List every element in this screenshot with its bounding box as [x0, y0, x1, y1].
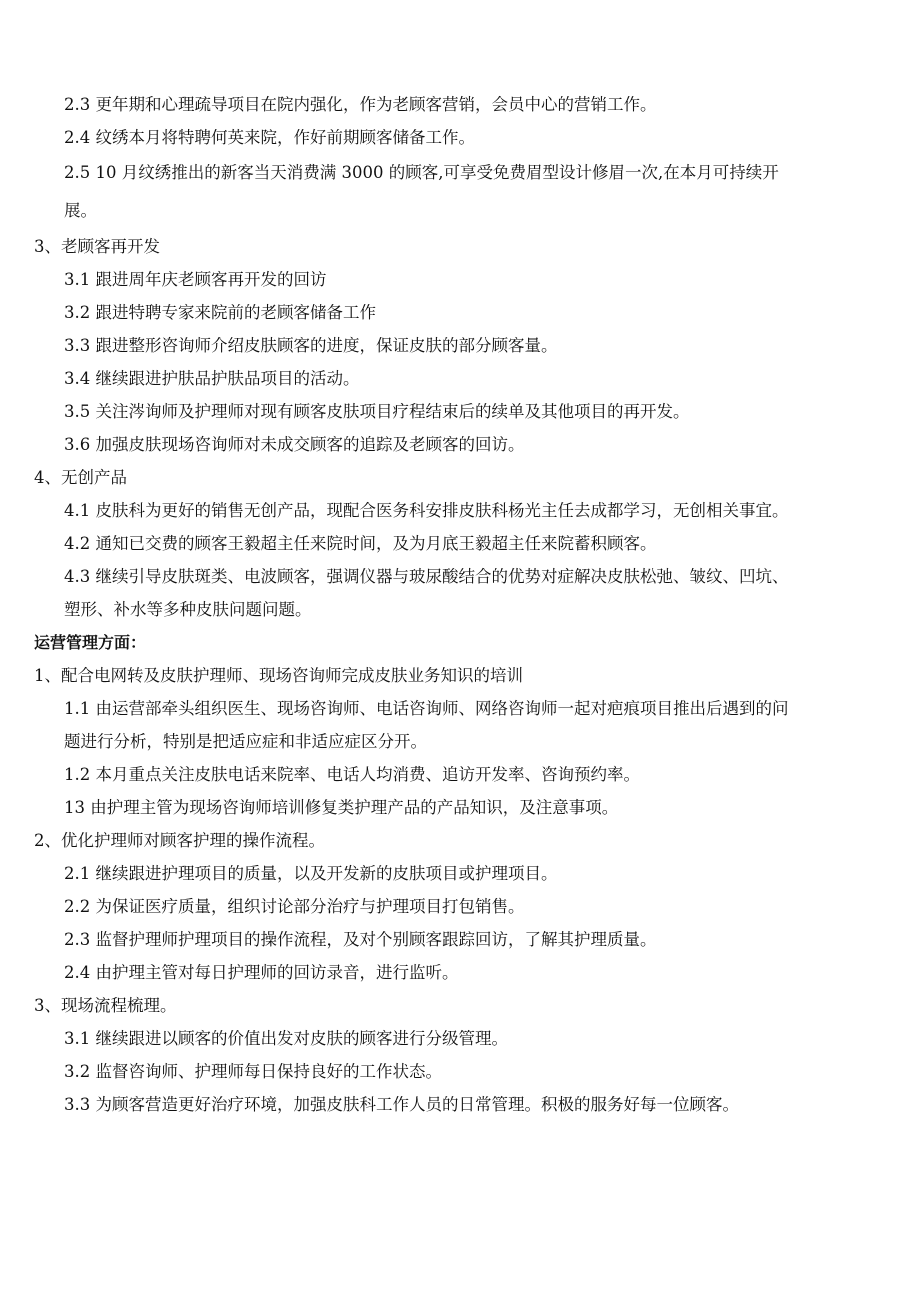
item-4-3: 4.3 继续引导皮肤斑类、电波顾客，强调仪器与玻尿酸结合的优势对症解决皮肤松弛、皱纹、凹坑、 — [64, 567, 789, 586]
ops-item-2-4: 2.4 由护理主管对每日护理师的回访录音，进行监听。 — [64, 963, 459, 982]
item-2-4: 2.4 纹绣本月将特聘何英来院，作好前期顾客储备工作。 — [64, 128, 475, 147]
ops-item-1-1-cont: 题进行分析，特别是把适应症和非适应症区分开。 — [64, 732, 427, 751]
item-2-3: 2.3 更年期和心理疏导项目在院内强化，作为老顾客营销，会员中心的营销工作。 — [64, 95, 657, 114]
item-4-1: 4.1 皮肤科为更好的销售无创产品，现配合医务科安排皮肤科杨光主任去成都学习，无创相关事宜。 — [64, 501, 789, 520]
item-2-5-cont: 展。 — [64, 201, 97, 220]
item-4-3-cont: 塑形、补水等多种皮肤问题问题。 — [64, 600, 312, 619]
ops-item-3-3: 3.3 为顾客营造更好治疗环境，加强皮肤科工作人员的日常管理。积极的服务好每一位顾客。 — [64, 1095, 739, 1114]
item-3-2: 3.2 跟进特聘专家来院前的老顾客储备工作 — [64, 303, 376, 322]
ops-item-1-2: 1.2 本月重点关注皮肤电话来院率、电话人均消费、追访开发率、咨询预约率。 — [64, 765, 640, 784]
section-4-heading: 4、无创产品 — [34, 468, 127, 487]
ops-item-2-1: 2.1 继续跟进护理项目的质量，以及开发新的皮肤项目或护理项目。 — [64, 864, 558, 883]
item-3-1: 3.1 跟进周年庆老顾客再开发的回访 — [64, 270, 327, 289]
item-3-3: 3.3 跟进整形咨询师介绍皮肤顾客的进度，保证皮肤的部分顾客量。 — [64, 336, 558, 355]
ops-section-1-heading: 1、配合电网转及皮肤护理师、现场咨询师完成皮肤业务知识的培训 — [34, 666, 523, 685]
ops-item-2-2: 2.2 为保证医疗质量，组织讨论部分治疗与护理项目打包销售。 — [64, 897, 525, 916]
ops-item-1-3: 13 由护理主管为现场咨询师培训修复类护理产品的产品知识，及注意事项。 — [64, 798, 619, 817]
item-2-5: 2.5 10 月纹绣推出的新客当天消费满 3000 的顾客,可享受免费眉型设计修眉一次,在本月可持续开 — [64, 163, 779, 182]
ops-item-1-1: 1.1 由运营部牵头组织医生、现场咨询师、电话咨询师、网络咨询师一起对疤痕项目推出后遇到的问 — [64, 699, 789, 718]
ops-item-2-3: 2.3 监督护理师护理项目的操作流程，及对个别顾客跟踪回访，了解其护理质量。 — [64, 930, 657, 949]
operations-heading: 运营管理方面： — [34, 633, 147, 652]
item-4-2: 4.2 通知已交费的顾客王毅超主任来院时间，及为月底王毅超主任来院蓄积顾客。 — [64, 534, 657, 553]
section-3-heading: 3、老顾客再开发 — [34, 237, 160, 256]
item-3-5: 3.5 关注涔询师及护理师对现有顾客皮肤项目疗程结束后的续单及其他项目的再开发。 — [64, 402, 690, 421]
ops-section-2-heading: 2、优化护理师对顾客护理的操作流程。 — [34, 831, 325, 850]
item-3-4: 3.4 继续跟进护肤品护肤品项目的活动。 — [64, 369, 360, 388]
item-3-6: 3.6 加强皮肤现场咨询师对未成交顾客的追踪及老顾客的回访。 — [64, 435, 525, 454]
ops-item-3-2: 3.2 监督咨询师、护理师每日保持良好的工作状态。 — [64, 1062, 442, 1081]
ops-item-3-1: 3.1 继续跟进以顾客的价值出发对皮肤的顾客进行分级管理。 — [64, 1029, 508, 1048]
ops-section-3-heading: 3、现场流程梳理。 — [34, 996, 177, 1015]
